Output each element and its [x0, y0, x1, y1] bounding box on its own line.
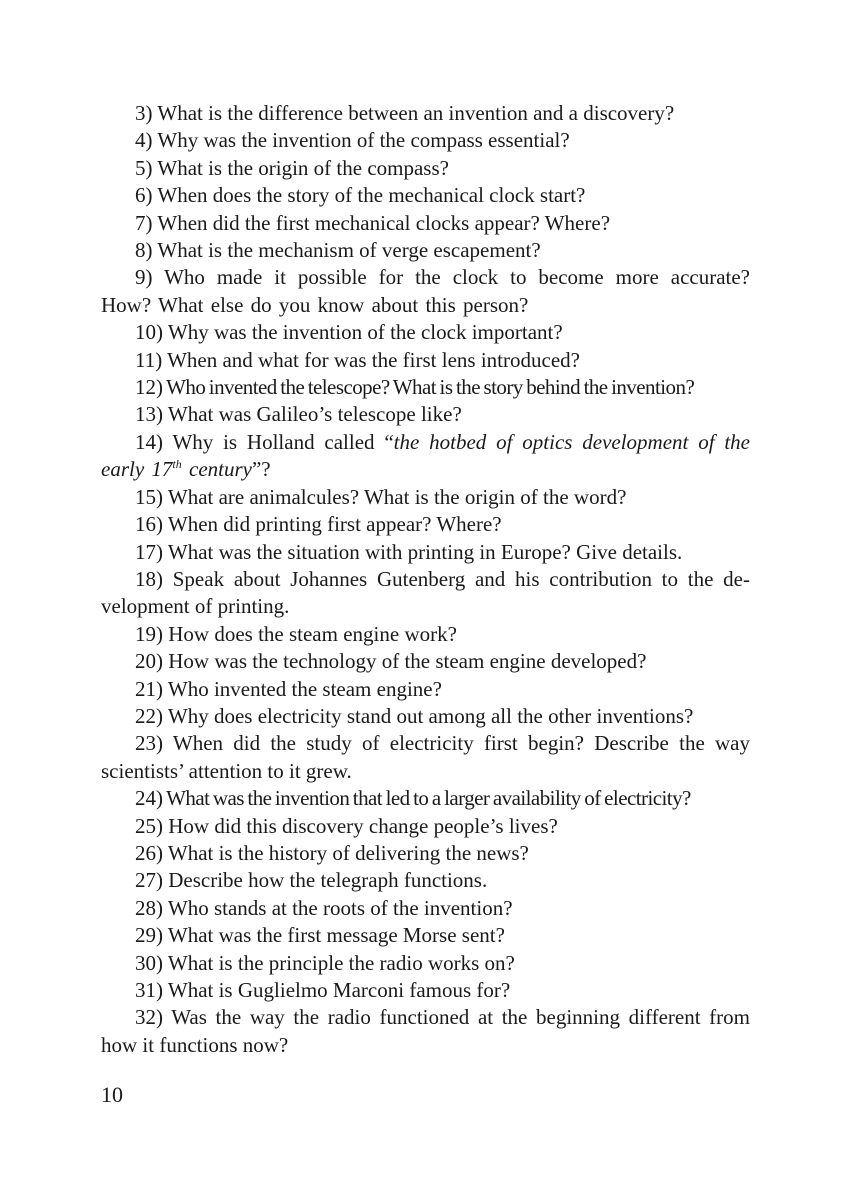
question-text-before: Why is Holland called “: [172, 429, 394, 454]
question-number: 5): [135, 155, 153, 180]
question-number: 9): [135, 265, 153, 290]
question-text: How was the technology of the steam engine developed?: [168, 649, 647, 674]
question-number: 29): [135, 923, 163, 948]
question-number: 28): [135, 895, 163, 920]
question-number: 14): [135, 429, 163, 454]
question-item: [101, 950, 750, 977]
question-text: What is the origin of the compass?: [157, 155, 449, 180]
question-text: When did printing first appear? Where?: [167, 512, 502, 537]
question-item: [101, 429, 750, 484]
question-number: 32): [135, 1005, 163, 1030]
question-number: 21): [135, 676, 163, 701]
question-item: [101, 210, 750, 237]
question-item: [101, 127, 750, 154]
question-item: [101, 374, 750, 401]
question-number: 10): [135, 320, 163, 345]
question-item: [101, 840, 750, 867]
question-item: [101, 648, 750, 675]
question-number: 7): [135, 210, 153, 235]
question-item: [101, 895, 750, 922]
question-item: [101, 922, 750, 949]
question-text: What is Guglielmo Marconi famous for?: [167, 978, 511, 1002]
question-text: What are animalcules? What is the origin of the word?: [167, 484, 627, 509]
question-number: 22): [135, 703, 163, 728]
question-number: 4): [135, 128, 153, 153]
question-item: [101, 347, 750, 374]
question-text: Was the way the radio functioned at the beginning different from how it functions now?: [101, 1005, 750, 1057]
question-text: Why was the invention of the compass essential?: [157, 128, 570, 153]
question-item: [101, 813, 750, 840]
question-item: [101, 539, 750, 566]
question-number: 18): [135, 566, 163, 591]
question-item: [101, 977, 750, 1004]
question-text: Who invented the telescope? What is the story behind the invention?: [166, 375, 695, 400]
question-item: [101, 703, 750, 730]
question-item: [101, 566, 750, 621]
question-item: [101, 511, 750, 538]
question-number: 8): [135, 238, 153, 263]
question-number: 6): [135, 183, 153, 208]
question-item: [101, 155, 750, 182]
question-number: 26): [135, 840, 163, 865]
question-number: 11): [135, 347, 163, 372]
question-item: [101, 401, 750, 428]
italic-quote-main: the hotbed of optics development of the early 17: [101, 429, 751, 482]
question-number: 15): [135, 484, 163, 509]
question-text: What is the difference between an invention and a discovery?: [157, 101, 675, 125]
question-number: 25): [135, 813, 163, 838]
question-number: 12): [135, 375, 163, 400]
question-text: What was Galileo’s telescope like?: [167, 402, 462, 427]
question-text: When and what for was the first lens introduced?: [167, 347, 580, 372]
question-item: [101, 785, 750, 812]
question-text-after: ”?: [251, 457, 271, 482]
question-item: [101, 484, 750, 511]
question-item: [101, 100, 750, 127]
question-text: What was the first message Morse sent?: [167, 923, 505, 948]
question-text: What is the mechanism of verge escapement?: [157, 238, 541, 263]
question-number: 27): [135, 868, 163, 893]
page-number: 10: [101, 1082, 123, 1107]
question-number: 24): [135, 786, 163, 811]
question-text: Why does electricity stand out among all the other inventions?: [167, 703, 694, 728]
question-text: How did this discovery change people’s lives?: [168, 813, 558, 838]
question-text: When did the study of electricity first begin? Describe the way scientists’ attention to it grew.: [101, 731, 750, 783]
question-text: What is the principle the radio works on?: [167, 950, 515, 975]
question-item: [101, 182, 750, 209]
question-text: Why was the invention of the clock important?: [167, 320, 563, 345]
question-item: [101, 319, 750, 346]
question-number: 16): [135, 512, 163, 537]
question-number: 20): [135, 649, 163, 674]
question-number: 19): [135, 621, 163, 646]
question-item: [101, 237, 750, 264]
question-number: 17): [135, 539, 163, 564]
question-text: Speak about Johannes Gutenberg and his contribution to the de-velopment of printing.: [101, 566, 750, 619]
question-text: Who made it possible for the clock to become more accurate? How? What else do you know about this person?: [101, 265, 751, 317]
question-item: [101, 264, 750, 319]
italic-quote-end: century: [181, 457, 252, 482]
question-item: [101, 867, 750, 894]
question-text: When did the first mechanical clocks appear? Where?: [157, 210, 611, 235]
question-text: Describe how the telegraph functions.: [168, 868, 488, 893]
question-list: [101, 100, 750, 1059]
question-text: What was the invention that led to a larger availability of electricity?: [166, 786, 691, 811]
question-number: 13): [135, 402, 163, 427]
question-item: [101, 1004, 750, 1059]
question-text: Who stands at the roots of the invention?: [167, 895, 513, 920]
ordinal-suffix: th: [172, 457, 182, 472]
question-item: [101, 621, 750, 648]
question-text: Who invented the steam engine?: [167, 676, 442, 701]
question-number: 31): [135, 978, 163, 1002]
question-text: What is the history of delivering the news?: [167, 840, 529, 865]
question-text: How does the steam engine work?: [168, 621, 457, 646]
question-item: [101, 676, 750, 703]
question-text: What was the situation with printing in Europe? Give details.: [167, 539, 683, 564]
question-number: 30): [135, 950, 163, 975]
question-number: 23): [135, 731, 163, 756]
question-text: When does the story of the mechanical clock start?: [157, 183, 586, 208]
question-item: [101, 730, 750, 785]
question-number: 3): [135, 101, 153, 125]
